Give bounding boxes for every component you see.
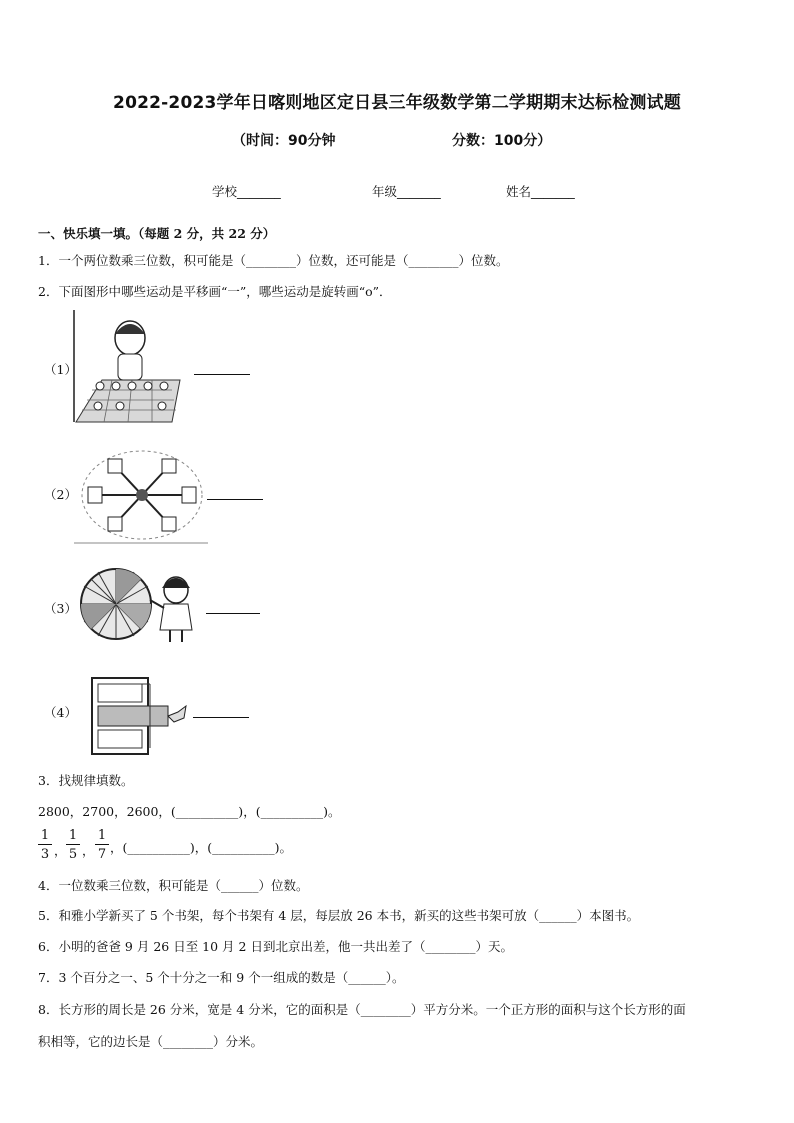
fraction-separator: ， <box>82 843 95 858</box>
question-2: 2．下面图形中哪些运动是平移画“一”，哪些运动是旋转画“o”． <box>38 284 392 299</box>
name-field[interactable]: 姓名_______ <box>506 184 575 199</box>
fraction-one-third: $\frac{1}{3}$ <box>38 829 52 861</box>
exam-score: 分数：100分） <box>452 133 552 149</box>
boy-chess-image <box>72 310 184 425</box>
fraction-separator: ， <box>54 843 67 858</box>
section-heading: 一、快乐填一填。（每题 2 分，共 22 分） <box>38 226 276 241</box>
item-4-label: （4） <box>44 705 77 720</box>
question-8-line-1: 8．长方形的周长是 26 分米，宽是 4 分米，它的面积是（________）平方分米。一个正方形的面积与这个长方形的面 <box>38 1002 686 1017</box>
page-title: 2022-2023学年日喀则地区定日县三年级数学第二学期期末达标检测试题 <box>113 93 681 113</box>
question-3-sequence-1: 2800，2700，2600，(__________)，(__________)。 <box>38 804 341 819</box>
item-3-label: （3） <box>44 601 77 616</box>
question-8-line-2: 积相等，它的边长是（________）分米。 <box>38 1034 264 1049</box>
fraction-one-fifth: $\frac{1}{5}$ <box>66 829 80 861</box>
grade-field[interactable]: 年级_______ <box>372 184 441 199</box>
item-2-label: （2） <box>44 487 77 502</box>
question-6: 6．小明的爸爸 9 月 26 日至 10 月 2 日到北京出差，他一共出差了（________）天。 <box>38 939 513 954</box>
answer-line-3[interactable] <box>206 613 260 614</box>
exam-time: （时间：90分钟 <box>232 133 336 149</box>
fraction-one-seventh: $\frac{1}{7}$ <box>95 829 109 861</box>
question-5: 5．和雅小学新买了 5 个书架，每个书架有 4 层，每层放 26 本书，新买的这些书架可放（______）本图书。 <box>38 908 640 923</box>
question-3: 3．找规律填数。 <box>38 773 134 788</box>
answer-line-1[interactable] <box>194 374 250 375</box>
question-3-sequence-2: ，(__________)，(__________)。 <box>110 840 293 855</box>
rotating-ride-image <box>74 447 208 545</box>
spinning-wheel-image <box>78 566 206 644</box>
school-field[interactable]: 学校_______ <box>212 184 281 199</box>
drawer-image <box>88 676 192 756</box>
item-1-label: （1） <box>44 362 77 377</box>
question-4: 4．一位数乘三位数，积可能是（______）位数。 <box>38 878 309 893</box>
answer-line-2[interactable] <box>207 499 263 500</box>
answer-line-4[interactable] <box>193 717 249 718</box>
question-7: 7．3 个百分之一、5 个十分之一和 9 个一组成的数是（______）。 <box>38 970 405 985</box>
question-1: 1．一个两位数乘三位数，积可能是（________）位数，还可能是（________）位数。 <box>38 253 509 268</box>
